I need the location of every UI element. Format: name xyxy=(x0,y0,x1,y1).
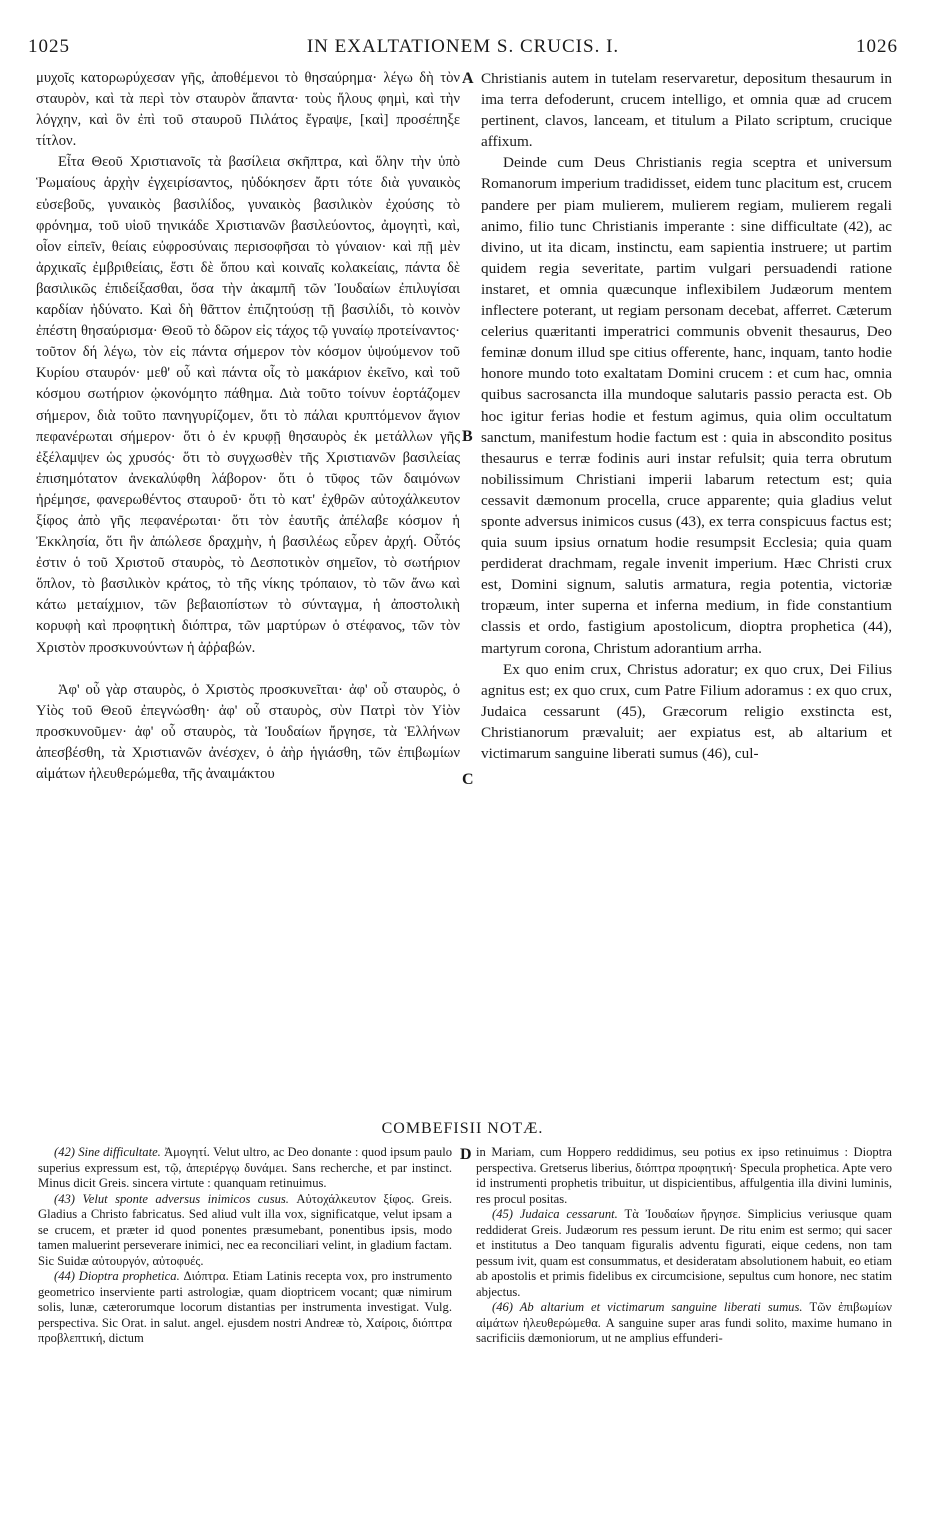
running-title: IN EXALTATIONEM S. CRUCIS. I. xyxy=(306,36,620,57)
latin-paragraph: Deinde cum Deus Christianis regia sceptra et universum Romanorum imperium tradidisset, eidem tunc placitum est, crucem pandere per piam mulierem, mulierem regiam, mulierem regali animo, filio tunc Christianis imperante : sine difficultate (42), ac divino, ut ita dicam, instinctu, eam sapientia instruere; ut partim quidem regia severitate, partim vulgari persuadendi ratione instaret, et omnia quæcunque inflexibilem Judæorum mentem inflectere poterant, ut regiam personam decebat, afferret. Cæterum celerius quæritanti imperatrici communis obvenit thesaurus, Deo feminæ donum illud spe citius offerente, hanc, inquam, tanto hodie honore mundo toto exaltatam Domini crucem : et cum hac, omnia quibus sacrosancta illa mundoque salutaris passio peracta est. Ob hoc igitur ferias hodie et festum agimus, quia olim occultatum sanctum, manifestum hodie factum est : quia in abscondito positus thesaurus e terræ fodinis auri instar refulsit; quia terra obrutum nobilissimum Christiani imperii labarum retectum est; quia cessavit dæmonum procella, cruce apparente; quia gladius velut sponte adversus inimicos cusus (43), ex terra conspicuus factus est; quia suum ipsius ornatum hodie resumpsit Ecclesia; quia quam perdiderat drachmam, regale invenit imperium. Hæc Christi crux est, Domini signum, salutis armatura, regia potentia, victoriæ tropæum, inter superna et inferna medium, in fide constantium classis et ordo, fastigium apostolicum, dioptra prophetica (44), martyrum corona, Christum adorantium arrha. xyxy=(481,154,892,657)
notes-column-left xyxy=(38,1145,452,1347)
latin-paragraph: Ex quo enim crux, Christus adoratur; ex quo crux, Dei Filius agnitus est; ex quo crux, cum Patre Filium adoramus : ex quo crux, Judaica cessarunt (45), Græcorum religio exstincta est, Christianorum prævaluit; aer expiatus est, ab altarium et victimarum sanguine liberati sumus (46), cul- xyxy=(481,660,892,762)
note-44-continued: in Mariam, cum Hoppero reddidimus, seu potius ex ipso retinuimus : Dioptra perspectiva. Gretserus liberius, διόπτρα προφητική· Specula prophetica. Apte vero id instrumenti prophetis tribuitur, ut dispicientibus, affulgentia illa divini luminis, res procul positas. xyxy=(476,1145,892,1206)
margin-marker-d: D xyxy=(460,1146,472,1163)
latin-paragraph: Christianis autem in tutelam reservaretur, depositum thesaurum in ima terra defoderunt, crucem intelligo, et omnia quæ ad crucem pertinent, clavos, lanceam, et titulum a Pilato scriptum, crucique affixum. xyxy=(481,70,892,151)
note-lemma: (42) Sine difficultate. xyxy=(54,1145,161,1159)
greek-paragraph: Εἶτα Θεοῦ Χριστιανοῖς τὰ βασίλεια σκῆπτρα, καὶ ὅλην τὴν ὑπὸ Ῥωμαίους ἀρχὴν ἐγχειρίσαντος, ηὐδόκησεν ἄρτι τότε διὰ γυναικὸς εὐσεβοῦς, γυναικὸς βασιλίδος, γυναικὸς βασιλικὸν ἐχούσης τὸ φρόνημα, τοῦ υἱοῦ τηνικάδε Χριστιανῶν βασιλεύοντος, ἀμογητὶ, καὶ, οἷον εἰπεῖν, θείαις εὐφροσύναις περισοφῆσαι τὸ γύναιον· καὶ πῇ μὲν ἀρχικαῖς ἐμβριθείαις, ἔστι δὲ ὅπου καὶ κοιναῖς κολακείαις, πάντα δὲ βασιλικῶς ἐπιδείξασθαι, ὅσα τὴν ἀκαμπῆ τῶν Ἰουδαίων ἐπιλυγίσαι καρδίαν ἠδύνατο. Καὶ δὴ θᾶττον ἐπιζητούσῃ τῇ βασιλίδι, τὸ κοινὸν ἐπέστη θησαύρισμα· Θεοῦ τὸ δῶρον εἰς τάχος τῷ γυναίῳ προτείναντος· τοῦτον δή λέγω, τὸν εἰς πάντα σήμερον τὸν κόσμον ὑψούμενον τοῦ Κυρίου σταυρόν· μεθ' οὗ καὶ πάντα οἷς τὸ μακάριον ἐκεῖνο, καὶ τοῦ κόσμου σωτήριον ᾠκονόμητο πάθημα. Διὰ τοῦτο τοίνυν ἑορτάζομεν σήμερον, διὰ τοῦτο πανηγυρίζομεν, ὅτι τὸ πάλαι κρυπτόμενον ἅγιον πεφανέρωται σήμερον· ὅτι ὁ ἐν κρυφῇ θησαυρὸς ἐκ μετάλλων γῆς ἐξέλαμψεν ὡς χρυσός· ὅτι τὸ συγχωσθὲν τῆς Χριστιανῶν βασιλείας ἐπισημότατον ἀνεκαλύφθη λάβορον· ὅτι ὁ τῦφος τῶν δαιμόνων ἠρέμησε, φανερωθέντος σταυροῦ· ὅτι τὸ κατ' ἐχθρῶν αὐτοχάλκευτον ξίφος ἀπὸ γῆς πεφανέρωται· ὅτι τὸν ἑαυτῆς ἀπέλαβε κόσμον ἡ Ἐκκλησία, ὅτι ἣν ἀπώλεσε δραχμὴν, ἡ βασιλέως εὗρεν ἀρχή. Οὗτός ἐστιν ὁ τοῦ Χριστοῦ σταυρὸς, τὸ Δεσποτικὸν σημεῖον, τὸ σωτήριον ὅπλον, τὸ βασιλικὸν κράτος, τὸ τῆς νίκης τρόπαιον, τὸ τῶν ἄνω καὶ κάτω μεταίχμιον, τῶν βεβαιοπίστων τὸ σύνταγμα, ἡ ἀποστολικὴ κορυφὴ καὶ προφητικὴ διόπτρα, τῶν μαρτύρων ὁ στέφανος, τῶν τὸν Χριστὸν προσκυνούντων ἡ ἀῤῥαβών. xyxy=(36,154,460,656)
greek-paragraph: μυχοῖς κατορωρύχεσαν γῆς, ἀποθέμενοι τὸ θησαύρημα· λέγω δὴ τὸν σταυρὸν, καὶ τὰ περὶ τὸν σταυρὸν ἅπαντα· τοὺς ἥλους φημὶ, καὶ τὴν λόγχην, καὶ ὃν ἐπὶ τοῦ σταυροῦ Πιλάτος ἔγραψε, [καὶ] προσέπηξε τίτλον. xyxy=(36,70,460,150)
note-43 xyxy=(38,1192,452,1270)
page-number-right: 1026 xyxy=(856,36,898,57)
margin-marker-b: B xyxy=(462,428,473,445)
note-lemma: (43) Velut sponte adversus inimicos cusus. xyxy=(54,1191,289,1206)
notes-column-right xyxy=(476,1145,892,1347)
notes-heading: COMBEFISII NOTÆ. xyxy=(381,1120,544,1137)
note-text: Τῶν ἐπιβωμίων αἱμάτων ἠλευθερώμεθα. A sanguine super aras fundi solito, maxime humano in sacrificiis dæmoniorum, ut ne amplius effunderi- xyxy=(476,1300,892,1345)
latin-text-column xyxy=(481,68,892,764)
running-header xyxy=(28,36,898,62)
note-42 xyxy=(38,1145,452,1192)
note-text: Αὐτοχάλκευτον ξίφος. Greis. Gladius a Christo fabricatus. Sed aliud vult illa vox, significatque, velut ipsam a se crucem, et præter id quod ponentes præsumebant, ponentibus ipsis, modo tamen maluerint perseverare inimici, nec ea reconciliari velint, in gladium factam. Sic Suidæ αὐτουργόν, αὐτοφυές. xyxy=(38,1191,452,1268)
margin-marker-a: A xyxy=(462,70,474,87)
note-44 xyxy=(38,1269,452,1347)
note-lemma: (45) Judaica cessarunt. xyxy=(492,1207,618,1221)
greek-paragraph: Ἀφ' οὗ γὰρ σταυρὸς, ὁ Χριστὸς προσκυνεῖται· ἀφ' οὗ σταυρὸς, ὁ Υἱὸς τοῦ Θεοῦ ἐπεγνώσθη· ἀφ' οὗ σταυρὸς, σὺν Πατρὶ τὸν Υἱὸν προσκυνοῦμεν· ἀφ' οὗ σταυρὸς, τὰ Ἰουδαίων ἤργησε, τὰ Ἑλλήνων ἀπεσβέσθη, τὰ Χριστιανῶν ἀνέσχεν, ὁ ἀὴρ ἡγιάσθη, τῶν ἐπιβωμίων αἱμάτων ἠλευθερώμεθα, τῆς ἀναιμάκτου xyxy=(36,681,460,782)
margin-marker-c: C xyxy=(462,771,474,788)
page-number-left: 1025 xyxy=(28,36,70,57)
note-lemma: (46) Ab altarium et victimarum sanguine liberati sumus. xyxy=(492,1300,803,1314)
note-46 xyxy=(476,1300,892,1347)
greek-text-column xyxy=(36,68,460,785)
note-lemma: (44) Dioptra prophetica. xyxy=(54,1269,180,1283)
note-text: Τὰ Ἰουδαίων ἤργησε. Simplicius veriusque quam reddiderat Greis. Judæorum res pessum ierunt. De ritu enim est sermo; qui sacer et institutus a Deo tanquam figuralis adventu figurati, eique cedens, non tam pessum ivit, quam est consummatus, et desideratam absolutionem habuit, eo etiam ab apostolis et primis fidelibus ex circumcisione, sepultus cum honore, nec statim abjectus. xyxy=(476,1207,892,1299)
note-45 xyxy=(476,1207,892,1300)
note-text: Ἀμογητί. Velut ultro, ac Deo donante : quod ipsum paulo superius expressum est, τῷ, ἀπεριέργῳ δυνάμει. Sans recherche, et par instinct. Minus dicit Greis. sincera virtute : quanquam retinuimus. xyxy=(38,1145,452,1190)
note-text: Διόπτρα. Etiam Latinis recepta vox, pro instrumento geometrico inserviente parti astrologiæ, quam dioptricem vocant; quæ nimirum solis, lunæ, cæterorumque locorum distantias per instrumenta investigat. Vulg. perspectiva. Sic Orat. in salut. angel. ejusdem nostri Andreæ τὸ, Χαίροις, διόπτρα προβλεπτική, dictum xyxy=(38,1269,452,1345)
